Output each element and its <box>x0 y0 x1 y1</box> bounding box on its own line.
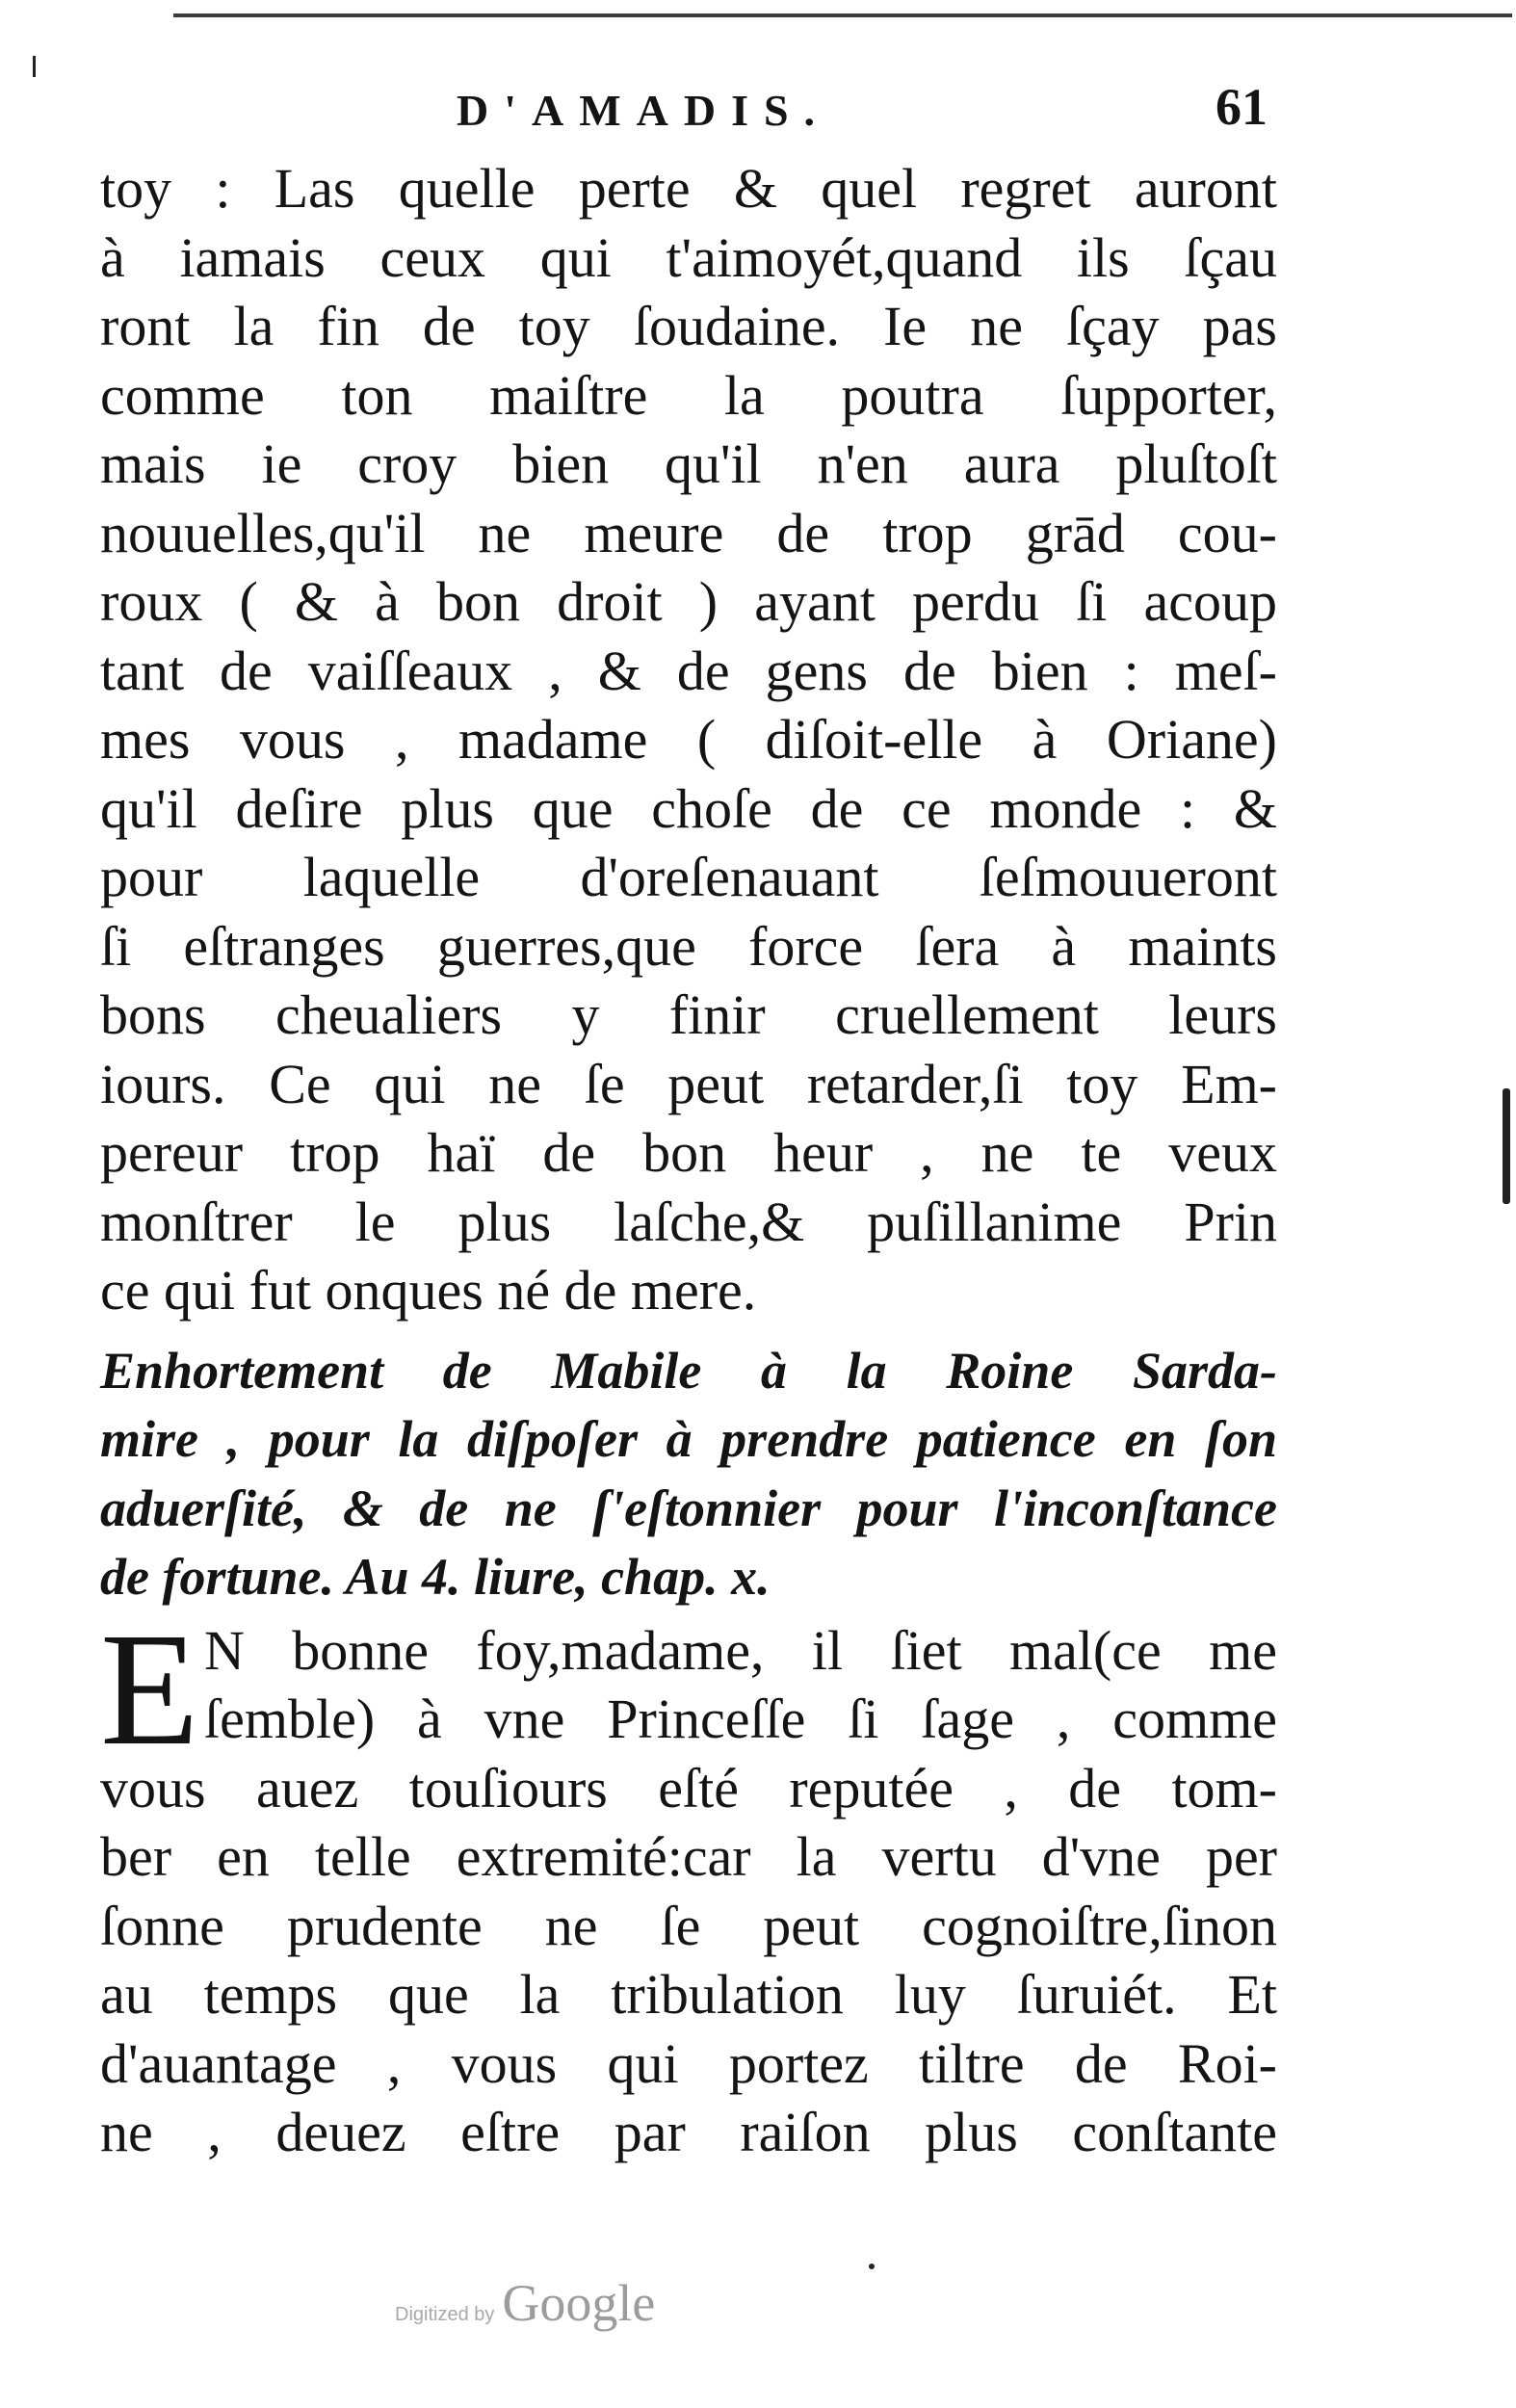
text-line: N bonne foy,madame, il ſiet mal(ce me <box>204 1618 1277 1682</box>
google-logo: Google <box>502 2274 656 2332</box>
text-line: monſtrer le plus laſche,& puſillanime Prin <box>100 1190 1277 1253</box>
text-line: ront la fin de toy ſoudaine. Ie ne ſçay pas <box>100 295 1277 357</box>
text-line: nouuelles,qu'il ne meure de trop grād cou- <box>100 501 1277 564</box>
paragraph-2 <box>100 1599 1277 2167</box>
text-line: mes vous , madame ( diſoit-elle à Oriane) <box>100 708 1277 771</box>
text-line: vous auez touſiours eſté reputée , de tom- <box>100 1756 1277 1819</box>
text-line: comme ton maiſtre la poutra ſupporter, <box>100 363 1277 427</box>
text-line: ber en telle extremité:car la vertu d'vne per <box>100 1825 1277 1888</box>
top-edge-rule <box>173 0 1512 17</box>
text-line: d'auantage , vous qui portez tiltre de Roi- <box>100 2031 1277 2095</box>
text-line: bons cheualiers y finir cruellement leurs <box>100 983 1277 1046</box>
edge-mark <box>1503 1088 1510 1204</box>
digitized-by-watermark <box>395 2273 655 2333</box>
paragraph-1 <box>100 154 1277 1325</box>
heading-line: mire , pour la diſpoſer à prendre patience en ſon <box>100 1410 1277 1468</box>
text-line: toy : Las quelle perte & quel regret auront <box>100 157 1277 220</box>
text-line: qu'il deſire plus que choſe de ce monde : & <box>100 776 1277 840</box>
text-line: ce qui fut onques né de mere. <box>100 1259 757 1322</box>
digitized-by-label: Digitized by <box>395 2304 495 2325</box>
text-line: à iamais ceux qui t'aimoyét,quand ils ſçau <box>100 225 1277 289</box>
text-line: pour laquelle d'oreſenauant ſeſmouueront <box>100 846 1277 908</box>
margin-mark <box>33 56 36 77</box>
text-line: ſi eſtranges guerres,que force ſera à maints <box>100 914 1277 978</box>
text-line: roux ( & à bon droit ) ayant perdu ſi acoup <box>100 570 1277 633</box>
text-line: ſemble) à vne Princeſſe ſi ſage , comme <box>204 1688 1277 1750</box>
drop-cap: E <box>100 1599 199 1779</box>
heading-line: aduerſité, & de ne ſ'eſtonnier pour l'inconſtance <box>100 1479 1277 1537</box>
section-heading <box>100 1337 1277 1612</box>
running-head <box>100 77 1277 154</box>
text-line: au temps que la tribulation luy ſuruiét. Et <box>100 1963 1277 2026</box>
text-line: iours. Ce qui ne ſe peut retarder,ſi toy Em- <box>100 1052 1277 1115</box>
heading-line: de fortune. Au 4. liure, chap. x. <box>100 1548 771 1606</box>
page-number: 61 <box>1215 78 1268 136</box>
text-line: ſonne prudente ne ſe peut cognoiſtre,ſinon <box>100 1894 1277 1957</box>
text-line: tant de vaiſſeaux , & de gens de bien : meſ- <box>100 639 1277 702</box>
text-line: pereur trop haï de bon heur , ne te veux <box>100 1121 1277 1184</box>
book-page <box>100 77 1277 2167</box>
text-line: ne , deuez eſtre par raiſon plus conſtante <box>100 2101 1277 2163</box>
heading-line: Enhortement de Mabile à la Roine Sarda- <box>100 1341 1277 1400</box>
ink-dot <box>869 2264 875 2269</box>
running-title: D'AMADIS. <box>457 86 831 135</box>
text-line: mais ie croy bien qu'il n'en aura pluſtoſt <box>100 432 1277 495</box>
